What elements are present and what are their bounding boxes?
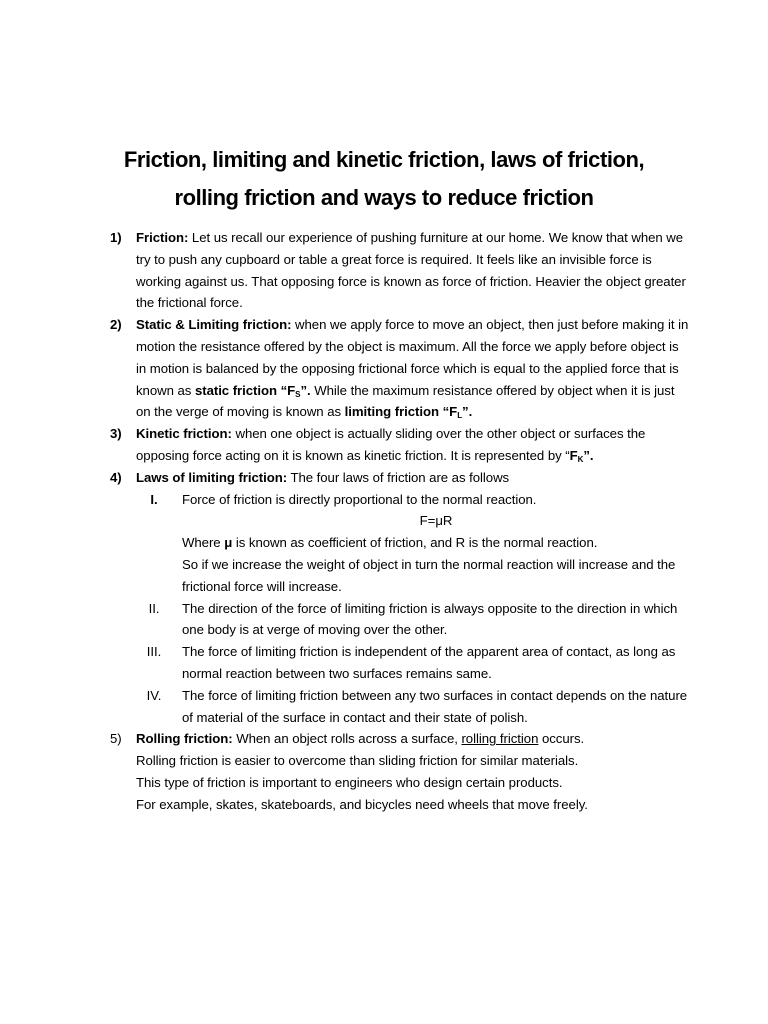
limiting-friction-label: limiting friction “$F_L$”. <box>344 404 473 421</box>
list-item-friction <box>110 227 690 314</box>
static-friction-label: static friction “$F_S$”. <box>194 382 311 399</box>
term-kinetic: Kinetic friction: <box>136 426 232 442</box>
law-text: The direction of the force of limiting friction is always opposite to the direction in which one body is at verge of moving over the other. <box>182 600 678 638</box>
list-item-kinetic <box>110 423 690 467</box>
item-number: 5) <box>110 731 122 747</box>
law-text: The force of limiting friction between any two surfaces in contact depends on the nature of material of the surface in contact and their state of polish. <box>182 687 688 725</box>
rolling-line-3: This type of friction is important to engineers who design certain products. <box>136 774 563 790</box>
kinetic-symbol: $F_K$”. <box>569 447 594 464</box>
law-number: III. <box>146 644 162 660</box>
item-text: when we apply force to move an object, then just before making it in motion the resistance offered by the object is maximum. All the force we apply before object is in motion is balanced by the opposing frictional force which is equal to the applied force that is known as <box>136 317 689 398</box>
static-subscript: S <box>295 389 301 399</box>
term-rolling: Rolling friction: <box>136 731 233 747</box>
list-item-static-limiting <box>110 314 690 423</box>
law-extra: So if we increase the weight of object in turn the normal reaction will increase and the frictional force will increase. <box>182 556 676 594</box>
document-body <box>110 227 690 816</box>
rolling-friction-link[interactable]: rolling friction <box>461 731 539 747</box>
rolling-line-2: Rolling friction is easier to overcome than sliding friction for similar materials. <box>136 753 579 769</box>
mu-symbol: μ <box>224 535 233 551</box>
limiting-subscript: L <box>457 411 463 421</box>
item-number: 3) <box>110 426 122 442</box>
law-text: Force of friction is directly proportional to the normal reaction. <box>182 491 537 507</box>
rolling-line-4: For example, skates, skateboards, and bicycles need wheels that move freely. <box>136 796 588 812</box>
law-number: I. <box>150 491 158 507</box>
item-text: The four laws of friction are as follows <box>287 469 510 485</box>
item-number: 1) <box>110 230 122 245</box>
term-laws: Laws of limiting friction: <box>136 469 288 485</box>
item-text: when one object is actually sliding over the other object or surfaces the opposing force acting on it is known as kinetic friction. It is represented by “ <box>136 426 646 463</box>
title-line-2: rolling friction and ways to reduce friction <box>174 185 594 210</box>
title-line-1: Friction, limiting and kinetic friction, laws of friction, <box>123 147 645 172</box>
law-item-4 <box>110 685 690 729</box>
item-number: 2) <box>110 317 122 333</box>
law-text: The force of limiting friction is independent of the apparent area of contact, as long as normal reaction between two surfaces remains same. <box>182 644 676 681</box>
kinetic-subscript: K <box>577 454 584 464</box>
list-item-laws <box>110 467 690 489</box>
document-title <box>60 141 708 217</box>
law-item-1 <box>110 489 690 598</box>
law-number: II. <box>148 600 160 616</box>
law-number: IV. <box>146 687 162 703</box>
law-item-2 <box>110 598 690 642</box>
law-item-3 <box>110 641 690 685</box>
item-text-cont: While the maximum resistance offered by object when it is just on the verge of moving is known as <box>136 382 675 420</box>
item-number: 4) <box>110 469 122 485</box>
list-item-rolling: 5) Rolling friction: When an object rolls across a surface, rolling friction occurs. Rolling friction is easier to overcome than sliding friction for similar materials. This type of friction is important to engineers who design certain products. For example, skates, skateboards, and bicycles need wheels that move freely. <box>110 728 690 815</box>
item-text: Let us recall our experience of pushing furniture at our home. We know that when we try to push any cupboard or table a great force is required. It feels like an invisible force is working against us. That opposing force is known as force of friction. Heavier the object greater the frictional force. <box>136 230 686 311</box>
formula: F=μR <box>419 513 453 529</box>
term-friction: Friction: <box>136 230 189 245</box>
term-static-limiting: Static & Limiting friction: <box>136 317 292 333</box>
law-explanation: Where μ is known as coefficient of friction, and R is the normal reaction. <box>182 535 598 551</box>
